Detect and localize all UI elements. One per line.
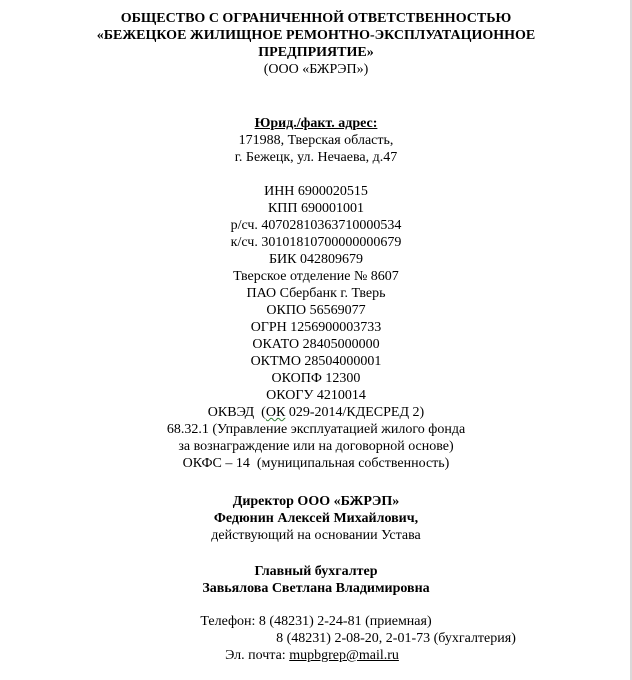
inn-line: ИНН 6900020515 xyxy=(264,184,368,199)
okogu-line: ОКОГУ 4210014 xyxy=(266,388,366,403)
okved-ok-spellcheck: ОК xyxy=(265,405,286,420)
okato-line: ОКАТО 28405000000 xyxy=(252,337,380,352)
company-short-name: (ООО «БЖРЭП») xyxy=(263,62,369,77)
bank-name-line: ПАО Сбербанк г. Тверь xyxy=(246,286,386,301)
okved-line xyxy=(0,404,632,421)
activity-line-1: 68.32.1 (Управление эксплуатацией жилого фонда xyxy=(166,422,466,437)
company-name-line-3: ПРЕДПРИЯТИЕ» xyxy=(258,45,374,60)
address-label: Юрид./факт. адрес: xyxy=(254,116,378,131)
email-link[interactable]: mupbgrep@mail.ru xyxy=(289,648,399,663)
ogrn-line: ОГРН 1256900003733 xyxy=(250,320,382,335)
address-line-2: г. Бежецк, ул. Нечаева, д.47 xyxy=(234,150,398,165)
okpo-line: ОКПО 56569077 xyxy=(266,303,366,318)
email-label: Эл. почта: xyxy=(225,648,290,663)
activity-line-2: за вознаграждение или на договорной основе) xyxy=(178,439,454,454)
email-line xyxy=(0,647,628,664)
address-line-1: 171988, Тверская область, xyxy=(238,133,394,148)
company-name-line-1: ОБЩЕСТВО С ОГРАНИЧЕННОЙ ОТВЕТСТВЕННОСТЬЮ xyxy=(120,11,512,26)
okopf-line: ОКОПФ 12300 xyxy=(271,371,361,386)
okved-prefix: ОКВЭД ( xyxy=(207,405,266,420)
settlement-account-line: р/сч. 40702810363710000534 xyxy=(230,218,402,233)
correspondent-account-line: к/сч. 30101810700000000679 xyxy=(230,235,402,250)
kpp-line: КПП 690001001 xyxy=(267,201,365,216)
director-basis: действующий на основании Устава xyxy=(211,528,421,543)
director-name: Федюнин Алексей Михайлович, xyxy=(213,511,419,526)
bank-branch-line: Тверское отделение № 8607 xyxy=(233,269,399,284)
okved-suffix: 029-2014/КДЕСРЕД 2) xyxy=(285,405,425,420)
oktmo-line: ОКТМО 28504000001 xyxy=(250,354,382,369)
phone-line-1: Телефон: 8 (48231) 2-24-81 (приемная) xyxy=(200,614,432,629)
bik-line: БИК 042809679 xyxy=(269,252,363,267)
company-name-line-2: «БЕЖЕЦКОЕ ЖИЛИЩНОЕ РЕМОНТНО-ЭКСПЛУАТАЦИОННОЕ xyxy=(96,28,536,43)
okfs-line: ОКФС – 14 (муниципальная собственность) xyxy=(182,456,450,471)
accountant-title: Главный бухгалтер xyxy=(254,564,378,579)
director-title: Директор ООО «БЖРЭП» xyxy=(232,494,400,509)
accountant-name: Завьялова Светлана Владимировна xyxy=(202,581,430,596)
phone-line-2: 8 (48231) 2-08-20, 2-01-73 (бухгалтерия) xyxy=(276,631,516,646)
